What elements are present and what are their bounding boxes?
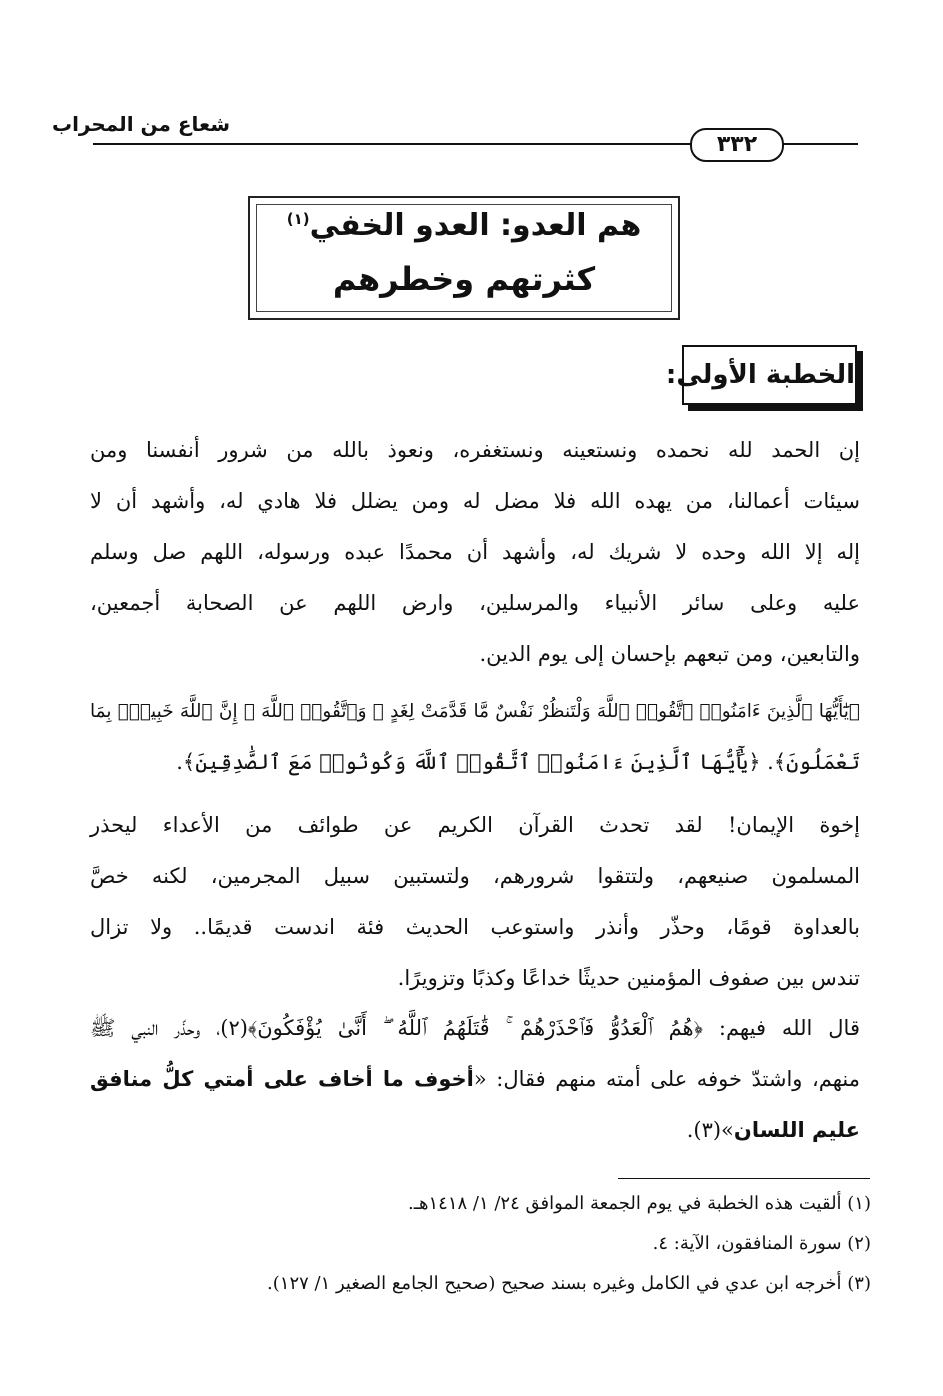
section-heading: الخطبة الأولى: bbox=[682, 345, 857, 405]
text-line: قال الله فيهم: ﴿هُمُ ٱلْعَدُوُّ فَٱحْذَرْهُمْ ۚ قَٰتَلَهُمُ ٱللَّهُ ۖ أَنَّىٰ يُؤْفَكُونَ﴾(٢)، وحذّر النبي ﷺ bbox=[90, 1016, 860, 1040]
text-line: إن الحمد لله نحمده ونستعينه ونستغفره، ونعوذ بالله من شرور أنفسنا ومن bbox=[90, 438, 860, 462]
title-line-1 bbox=[250, 208, 678, 243]
hadith-close: »(٣). bbox=[686, 1118, 734, 1142]
footnote-2: (٢) سورة المنافقون، الآية: ٤. bbox=[652, 1233, 871, 1254]
verse-line: ﴿يَٰٓأَيُّهَا ٱلَّذِينَ ءَامَنُوا۟ ٱتَّقُوا۟ ٱللَّهَ وَلْتَنظُرْ نَفْسٌ مَّا قَدَّمَتْ لِغَدٍ ۖ وَٱتَّقُوا۟ ٱللَّهَ ۚ إِنَّ ٱللَّهَ خَبِيرٌۢ بِمَا bbox=[90, 701, 860, 722]
title-line-2: كثرتهم وخطرهم bbox=[332, 260, 596, 298]
text-line: سيئات أعمالنا، من يهده الله فلا مضل له ومن يضلل فلا هادي له، وأشهد أن لا bbox=[90, 489, 860, 513]
text-line: والتابعين، ومن تبعهم بإحسان إلى يوم الدين. bbox=[479, 642, 860, 666]
text-line: عليه وعلى سائر الأنبياء والمرسلين، وارض اللهم عن الصحابة أجمعين، bbox=[90, 591, 860, 615]
footnote-rule bbox=[618, 1178, 870, 1179]
footnote-3: (٣) أخرجه ابن عدي في الكامل وغيره بسند صحيح (صحيح الجامع الصغير ١/ ١٢٧). bbox=[267, 1273, 871, 1294]
text-line bbox=[90, 1054, 860, 1105]
paragraph-hadith bbox=[90, 1003, 860, 1156]
text-line: إله إلا الله وحده لا شريك له، وأشهد أن محمدًا عبده ورسوله، اللهم صل وسلم bbox=[90, 540, 860, 564]
page-number: ٣٣٢ bbox=[690, 128, 784, 162]
text-line bbox=[90, 1105, 860, 1156]
verse-line: تَعْمَلُونَ﴾. ﴿يَٰٓأَيُّهَا ٱلَّذِينَ ءَامَنُوا۟ ٱتَّقُوا۟ ٱللَّهَ وَكُونُوا۟ مَعَ ٱلصَّٰدِقِينَ﴾. bbox=[176, 750, 860, 774]
running-title: شعاع من المحراب bbox=[51, 112, 230, 136]
paragraph-brothers bbox=[90, 800, 860, 1004]
hadith-quote-bold: أخوف ما أخاف على أمتي كلُّ منافق bbox=[90, 1067, 474, 1091]
title-box bbox=[248, 196, 680, 320]
hadith-quote-bold-end: عليم اللسان bbox=[733, 1118, 860, 1142]
footnote-1: (١) ألقيت هذه الخطبة في يوم الجمعة الموافق ٢٤/ ١/ ١٤١٨هـ. bbox=[407, 1193, 871, 1214]
paragraph-quran-verses bbox=[90, 686, 860, 788]
title-footnote-mark: (١) bbox=[286, 210, 310, 228]
text-line: بالعداوة قومًا، وحذّر وأنذر واستوعب الحديث فئة اندست قديمًا.. ولا تزال bbox=[90, 915, 860, 939]
text-line: المسلمون صنيعهم، ولتتقوا شرورهم، ولتستبين سبيل المجرمين، لكنه خصَّ bbox=[90, 864, 860, 888]
hadith-intro: منهم، واشتدّ خوفه على أمته منهم فقال: « bbox=[473, 1067, 861, 1091]
text-line: تندس بين صفوف المؤمنين حديثًا خداعًا وكذبًا وتزويرًا. bbox=[397, 966, 860, 990]
title-text-1: هم العدو: العدو الخفي bbox=[309, 208, 642, 243]
paragraph-opening bbox=[90, 425, 860, 680]
text-line: إخوة الإيمان! لقد تحدث القرآن الكريم عن طوائف من الأعداء ليحذر bbox=[90, 813, 860, 837]
